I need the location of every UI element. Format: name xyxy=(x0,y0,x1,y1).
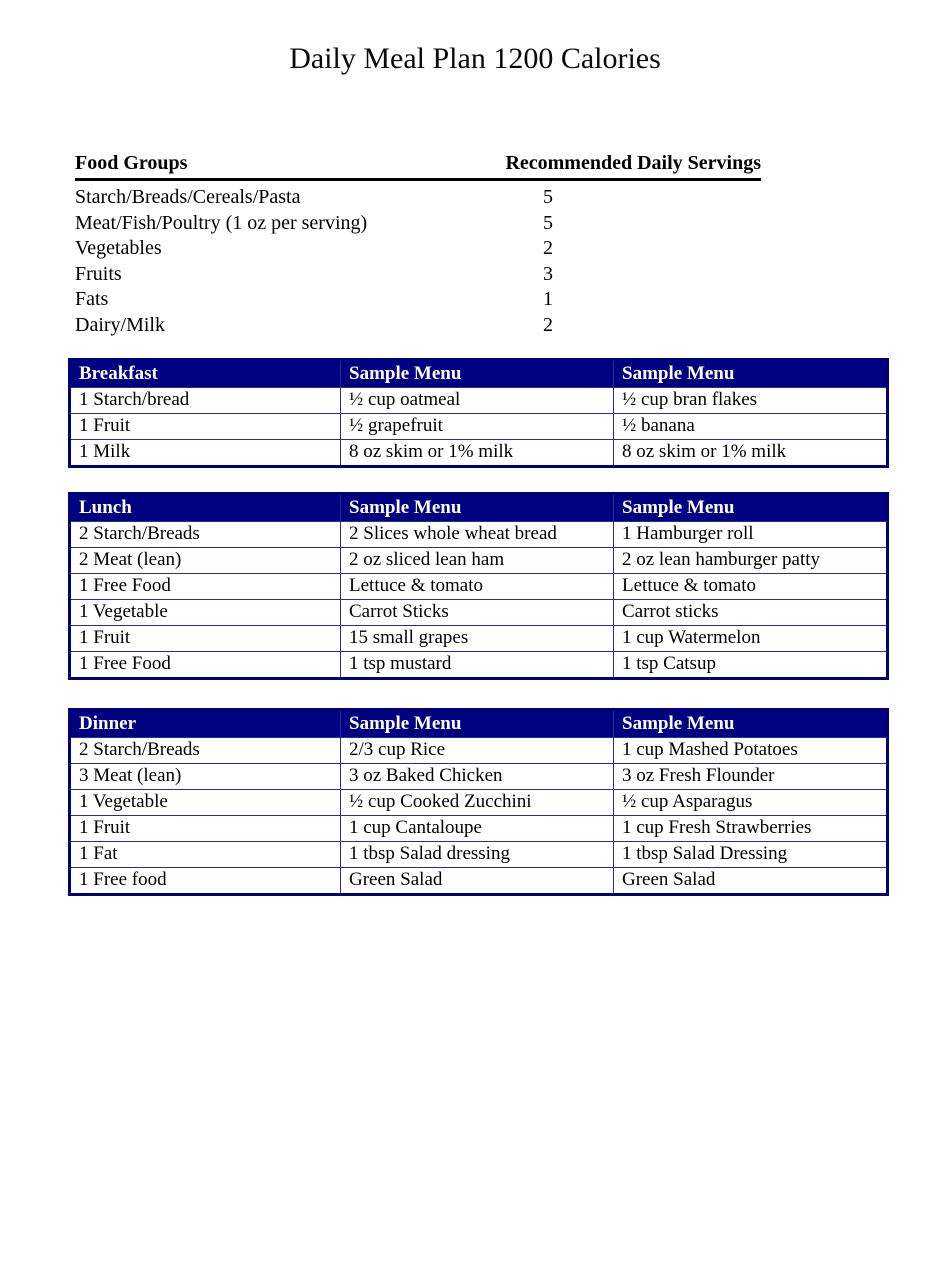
table-cell: 1 Fruit xyxy=(70,414,341,440)
table-row xyxy=(70,816,888,842)
table-row xyxy=(70,600,888,626)
lunch-sample-menu-2-cell: Sample Menu xyxy=(614,494,888,522)
breakfast-header-row xyxy=(70,360,888,388)
table-cell: 1 Hamburger roll xyxy=(614,522,888,548)
dinner-header-row xyxy=(70,710,888,738)
dinner-table-body xyxy=(70,738,888,895)
food-group-row xyxy=(75,262,761,288)
table-cell: 1 Vegetable xyxy=(70,790,341,816)
table-cell: ½ grapefruit xyxy=(341,414,614,440)
table-cell: 8 oz skim or 1% milk xyxy=(341,440,614,467)
table-cell: Green Salad xyxy=(341,868,614,895)
table-cell: 1 Fat xyxy=(70,842,341,868)
table-row xyxy=(70,738,888,764)
recommended-servings-label: Recommended Daily Servings xyxy=(505,152,761,174)
lunch-title-cell: Lunch xyxy=(70,494,341,522)
table-cell: Carrot Sticks xyxy=(341,600,614,626)
food-groups-list xyxy=(75,181,761,338)
table-row xyxy=(70,522,888,548)
table-row xyxy=(70,842,888,868)
food-group-servings: 2 xyxy=(543,237,553,259)
table-cell: 1 cup Cantaloupe xyxy=(341,816,614,842)
table-cell: 1 Free food xyxy=(70,868,341,895)
breakfast-sample-menu-1-cell: Sample Menu xyxy=(341,360,614,388)
table-cell: 1 Fruit xyxy=(70,816,341,842)
table-cell: Lettuce & tomato xyxy=(614,574,888,600)
table-row xyxy=(70,652,888,679)
table-cell: 1 tbsp Salad dressing xyxy=(341,842,614,868)
table-cell: 1 cup Fresh Strawberries xyxy=(614,816,888,842)
table-cell: 3 oz Baked Chicken xyxy=(341,764,614,790)
table-cell: ½ banana xyxy=(614,414,888,440)
food-groups-label: Food Groups xyxy=(75,152,188,174)
table-cell: Lettuce & tomato xyxy=(341,574,614,600)
table-cell: 8 oz skim or 1% milk xyxy=(614,440,888,467)
table-row xyxy=(70,626,888,652)
dinner-title-cell: Dinner xyxy=(70,710,341,738)
table-cell: 1 Starch/bread xyxy=(70,388,341,414)
table-cell: 15 small grapes xyxy=(341,626,614,652)
table-cell: Green Salad xyxy=(614,868,888,895)
table-cell: 1 Free Food xyxy=(70,652,341,679)
food-group-name: Vegetables xyxy=(75,237,162,259)
table-row xyxy=(70,790,888,816)
table-cell: 1 Vegetable xyxy=(70,600,341,626)
table-cell: 3 oz Fresh Flounder xyxy=(614,764,888,790)
food-group-name: Fruits xyxy=(75,262,122,285)
dinner-table xyxy=(68,708,889,896)
table-cell: 1 cup Mashed Potatoes xyxy=(614,738,888,764)
lunch-sample-menu-1-cell: Sample Menu xyxy=(341,494,614,522)
food-group-row xyxy=(75,211,761,237)
table-cell: 3 Meat (lean) xyxy=(70,764,341,790)
lunch-table xyxy=(68,492,889,680)
table-cell: 1 Fruit xyxy=(70,626,341,652)
breakfast-table xyxy=(68,358,889,468)
food-group-row xyxy=(75,185,761,211)
table-cell: 2/3 cup Rice xyxy=(341,738,614,764)
table-row xyxy=(70,414,888,440)
table-cell: ½ cup Asparagus xyxy=(614,790,888,816)
food-group-row xyxy=(75,236,761,262)
table-cell: ½ cup oatmeal xyxy=(341,388,614,414)
table-cell: ½ cup bran flakes xyxy=(614,388,888,414)
food-group-row xyxy=(75,313,761,339)
table-cell: 2 Starch/Breads xyxy=(70,522,341,548)
table-cell: 1 tsp mustard xyxy=(341,652,614,679)
table-cell: 1 tbsp Salad Dressing xyxy=(614,842,888,868)
food-group-servings: 2 xyxy=(543,313,553,336)
breakfast-sample-menu-2-cell: Sample Menu xyxy=(614,360,888,388)
food-group-name: Starch/Breads/Cereals/Pasta xyxy=(75,186,301,208)
table-cell: 2 oz lean hamburger patty xyxy=(614,548,888,574)
table-cell: 2 oz sliced lean ham xyxy=(341,548,614,574)
page-title: Daily Meal Plan 1200 Calories xyxy=(289,42,661,75)
food-group-row xyxy=(75,287,761,313)
table-row xyxy=(70,388,888,414)
table-cell: 1 tsp Catsup xyxy=(614,652,888,679)
food-group-name: Dairy/Milk xyxy=(75,313,165,336)
breakfast-title-cell: Breakfast xyxy=(70,360,341,388)
food-group-name: Meat/Fish/Poultry (1 oz per serving) xyxy=(75,211,368,234)
lunch-table-body xyxy=(70,522,888,679)
table-row xyxy=(70,764,888,790)
food-group-servings: 3 xyxy=(543,262,553,285)
food-group-servings: 5 xyxy=(543,186,553,208)
lunch-header-row xyxy=(70,494,888,522)
breakfast-table-body xyxy=(70,388,888,467)
table-cell: 2 Starch/Breads xyxy=(70,738,341,764)
table-cell: 1 Free Food xyxy=(70,574,341,600)
table-cell: 2 Slices whole wheat bread xyxy=(341,522,614,548)
table-cell: 1 cup Watermelon xyxy=(614,626,888,652)
food-groups-header xyxy=(75,152,761,181)
food-group-servings: 5 xyxy=(543,211,553,234)
table-row xyxy=(70,440,888,467)
table-row xyxy=(70,868,888,895)
dinner-sample-menu-1-cell: Sample Menu xyxy=(341,710,614,738)
table-row xyxy=(70,574,888,600)
dinner-sample-menu-2-cell: Sample Menu xyxy=(614,710,888,738)
food-group-name: Fats xyxy=(75,288,109,310)
table-cell: 2 Meat (lean) xyxy=(70,548,341,574)
table-cell: 1 Milk xyxy=(70,440,341,467)
table-row xyxy=(70,548,888,574)
food-group-servings: 1 xyxy=(543,288,553,310)
table-cell: ½ cup Cooked Zucchini xyxy=(341,790,614,816)
table-cell: Carrot sticks xyxy=(614,600,888,626)
food-groups-section xyxy=(75,152,761,338)
